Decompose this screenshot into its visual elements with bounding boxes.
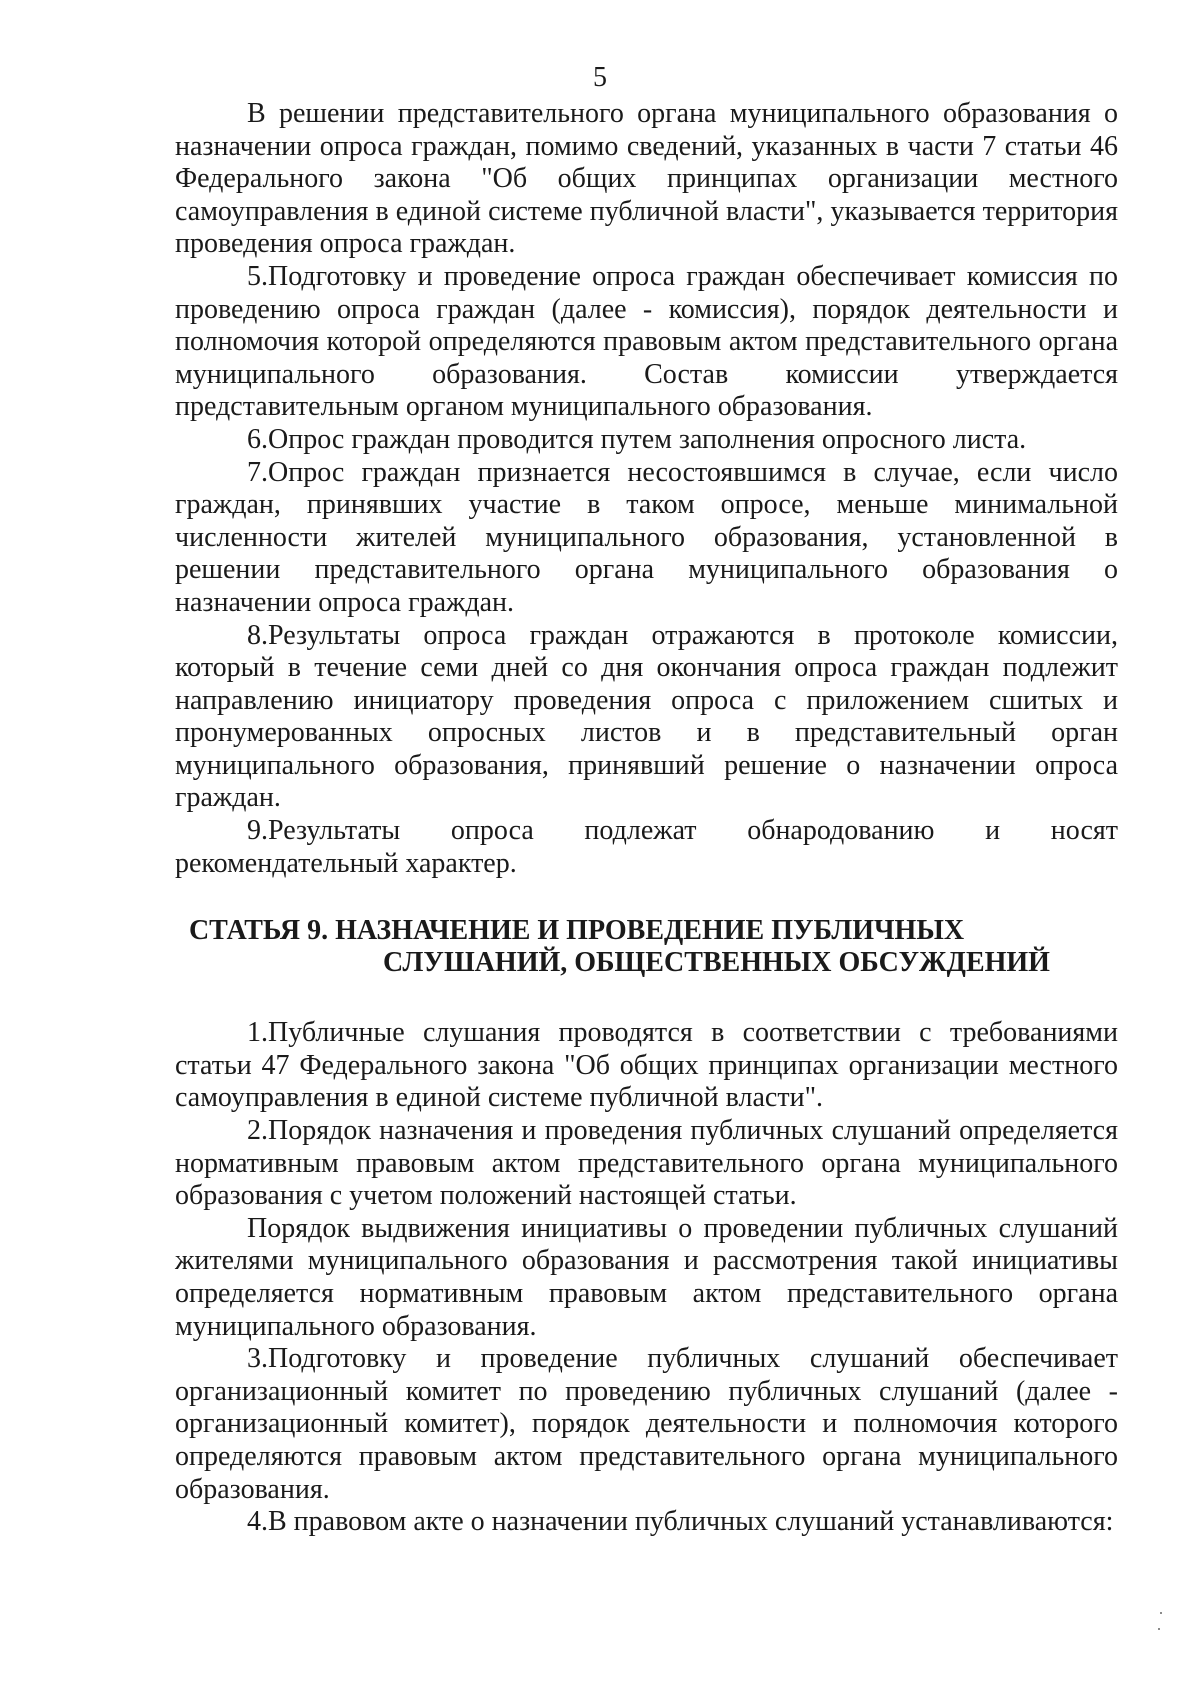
document-body	[175, 98, 1118, 1539]
article-heading-line-1: СТАТЬЯ 9. НАЗНАЧЕНИЕ И ПРОВЕДЕНИЕ ПУБЛИЧНЫХ	[188, 915, 965, 947]
paragraph-hearings-2: 2.Порядок назначения и проведения публичных слушаний определяется нормативным правовым актом представительного органа муниципального образования с учетом положений настоящей статьи.	[175, 1115, 1118, 1212]
paragraph-item-5: 5.Подготовку и проведение опроса граждан обеспечивает комиссия по проведению опроса граждан (далее - комиссия), порядок деятельности и полномочия которой определяются правовым актом представительного органа муниципального образования. Состав комиссии утверждается представительным органом муниципального образования.	[175, 260, 1118, 423]
paragraph-survey-decision: В решении представительного органа муниципального образования о назначении опроса граждан, помимо сведений, указанных в части 7 статьи 46 Федерального закона "Об общих принципах организации местного самоуправления в единой системе публичной власти", указывается территория проведения опроса граждан.	[175, 98, 1118, 260]
scan-speck	[1158, 1628, 1160, 1630]
paragraph-item-6: 6.Опрос граждан проводится путем заполнения опросного листа.	[247, 423, 1027, 455]
page-number: 5	[593, 62, 607, 93]
paragraph-hearings-3: 3.Подготовку и проведение публичных слушаний обеспечивает организационный комитет по проведению публичных слушаний (далее - организационный комитет), порядок деятельности и полномочия которого определяются правовым актом представительного органа муниципального образования.	[175, 1343, 1118, 1505]
paragraph-item-7: 7.Опрос граждан признается несостоявшимся в случае, если число граждан, принявших участие в таком опросе, меньше минимальной численности жителей муниципального образования, установленной в решении представительного органа муниципального образования о назначении опроса граждан.	[175, 456, 1118, 618]
paragraph-hearings-initiative: Порядок выдвижения инициативы о проведении публичных слушаний жителями муниципального образования и рассмотрения такой инициативы определяется нормативным правовым актом представительного органа муниципального образования.	[175, 1212, 1118, 1342]
paragraph-hearings-4: 4.В правовом акте о назначении публичных слушаний устанавливаются:	[247, 1506, 1114, 1538]
scan-speck	[1160, 1612, 1162, 1614]
paragraph-item-9: 9.Результаты опроса подлежат обнародованию и носят рекомендательный характер.	[175, 815, 1118, 879]
paragraph-hearings-1: 1.Публичные слушания проводятся в соответствии с требованиями статьи 47 Федерального закона "Об общих принципах организации местного самоуправления в единой системе публичной власти".	[175, 1017, 1118, 1114]
article-heading-line-2: СЛУШАНИЙ, ОБЩЕСТВЕННЫХ ОБСУЖДЕНИЙ	[383, 947, 1050, 979]
paragraph-item-8: 8.Результаты опроса граждан отражаются в протоколе комиссии, который в течение семи дней со дня окончания опроса граждан подлежит направлению инициатору проведения опроса с приложением сшитых и пронумерованных опросных листов и в представительный орган муниципального образования, принявший решение о назначении опроса граждан.	[175, 619, 1118, 814]
article-heading	[175, 915, 1118, 979]
